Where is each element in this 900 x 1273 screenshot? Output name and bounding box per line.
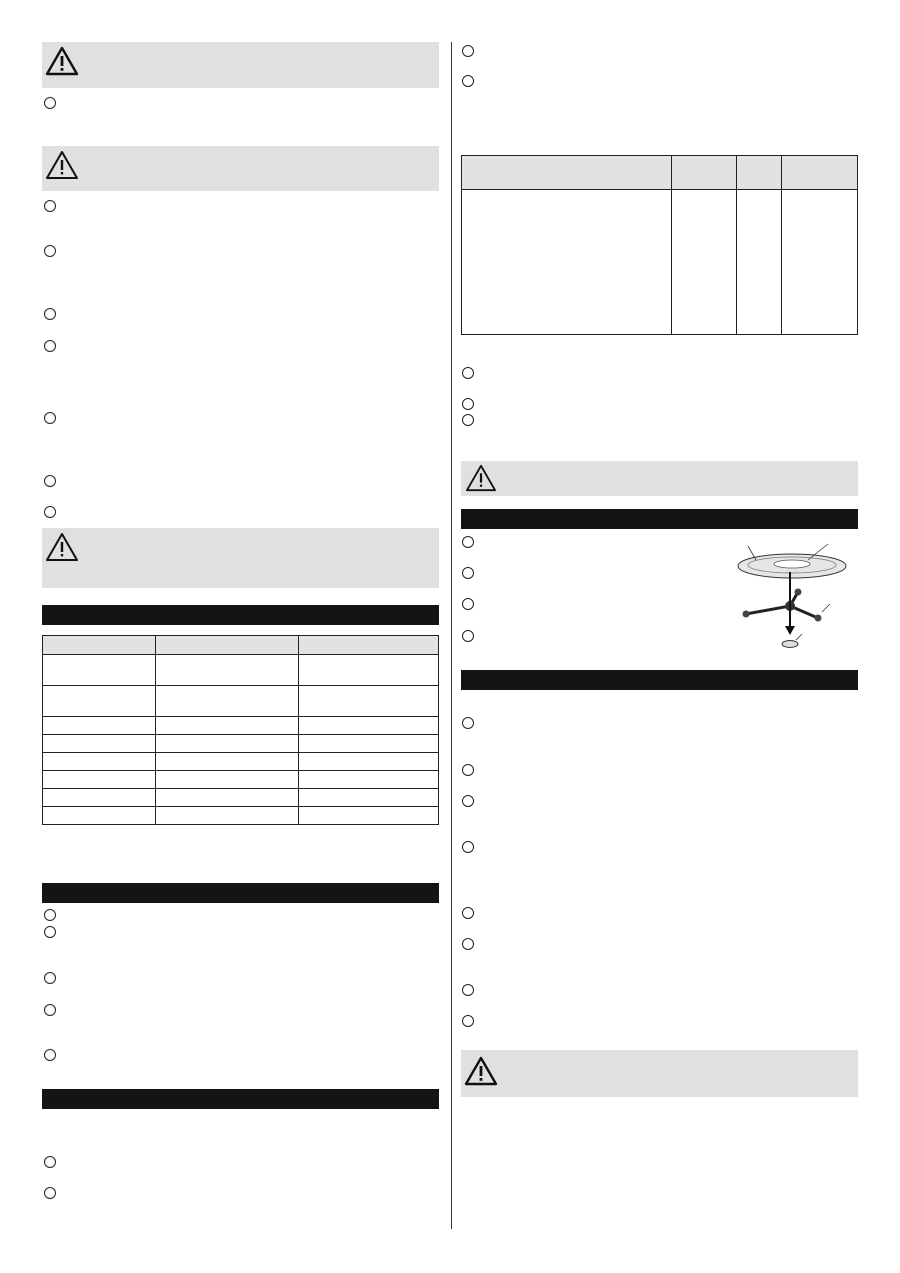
- warning-box: [42, 146, 439, 191]
- table-row: [43, 771, 439, 789]
- table-row: [43, 735, 439, 753]
- section-header-bar: [461, 509, 858, 529]
- section-header-bar: [461, 670, 858, 690]
- step-marker: [44, 1049, 56, 1061]
- warning-triangle-icon: [45, 531, 79, 563]
- section-header-bar: [42, 605, 439, 625]
- section-header-bar: [42, 1089, 439, 1109]
- table-row: [43, 655, 439, 686]
- coupler-shape: [782, 641, 798, 648]
- step-marker: [462, 795, 474, 807]
- step-marker: [44, 245, 56, 257]
- step-marker: [44, 97, 56, 109]
- table-header-row: [462, 156, 858, 190]
- step-marker: [462, 567, 474, 579]
- power-level-table: [461, 155, 858, 335]
- step-marker: [462, 907, 474, 919]
- step-marker: [462, 630, 474, 642]
- table-row: [43, 789, 439, 807]
- warning-triangle-icon: [464, 463, 498, 493]
- step-marker: [44, 1004, 56, 1016]
- step-marker: [462, 367, 474, 379]
- table-row: [43, 717, 439, 735]
- step-marker: [44, 412, 56, 424]
- table-row: [43, 753, 439, 771]
- warning-triangle-icon: [45, 149, 79, 181]
- warning-triangle-icon: [464, 1055, 498, 1087]
- step-marker: [44, 926, 56, 938]
- step-marker: [462, 938, 474, 950]
- step-marker: [44, 1156, 56, 1168]
- step-marker: [462, 984, 474, 996]
- step-marker: [44, 1187, 56, 1199]
- step-marker: [462, 841, 474, 853]
- step-marker: [44, 972, 56, 984]
- table-row: [43, 686, 439, 717]
- step-marker: [462, 45, 474, 57]
- warning-box: [42, 528, 439, 588]
- warning-box: [461, 461, 858, 496]
- warning-box: [461, 1050, 858, 1097]
- step-marker: [44, 308, 56, 320]
- turntable-assembly-illustration: [734, 540, 858, 652]
- specifications-table: [42, 635, 439, 825]
- warning-triangle-icon: [45, 45, 79, 77]
- step-marker: [462, 1015, 474, 1027]
- warning-box: [42, 42, 439, 88]
- step-marker: [44, 340, 56, 352]
- step-marker: [44, 909, 56, 921]
- step-marker: [462, 398, 474, 410]
- step-marker: [44, 200, 56, 212]
- table-row: [462, 190, 858, 335]
- roller-arm-shape: [746, 606, 790, 614]
- step-marker: [462, 764, 474, 776]
- step-marker: [44, 506, 56, 518]
- step-marker: [462, 75, 474, 87]
- step-marker: [462, 414, 474, 426]
- section-header-bar: [42, 883, 439, 903]
- step-marker: [462, 598, 474, 610]
- step-marker: [462, 717, 474, 729]
- column-divider: [451, 42, 452, 1229]
- table-row: [43, 807, 439, 825]
- table-header-row: [43, 636, 439, 655]
- step-marker: [44, 475, 56, 487]
- step-marker: [462, 536, 474, 548]
